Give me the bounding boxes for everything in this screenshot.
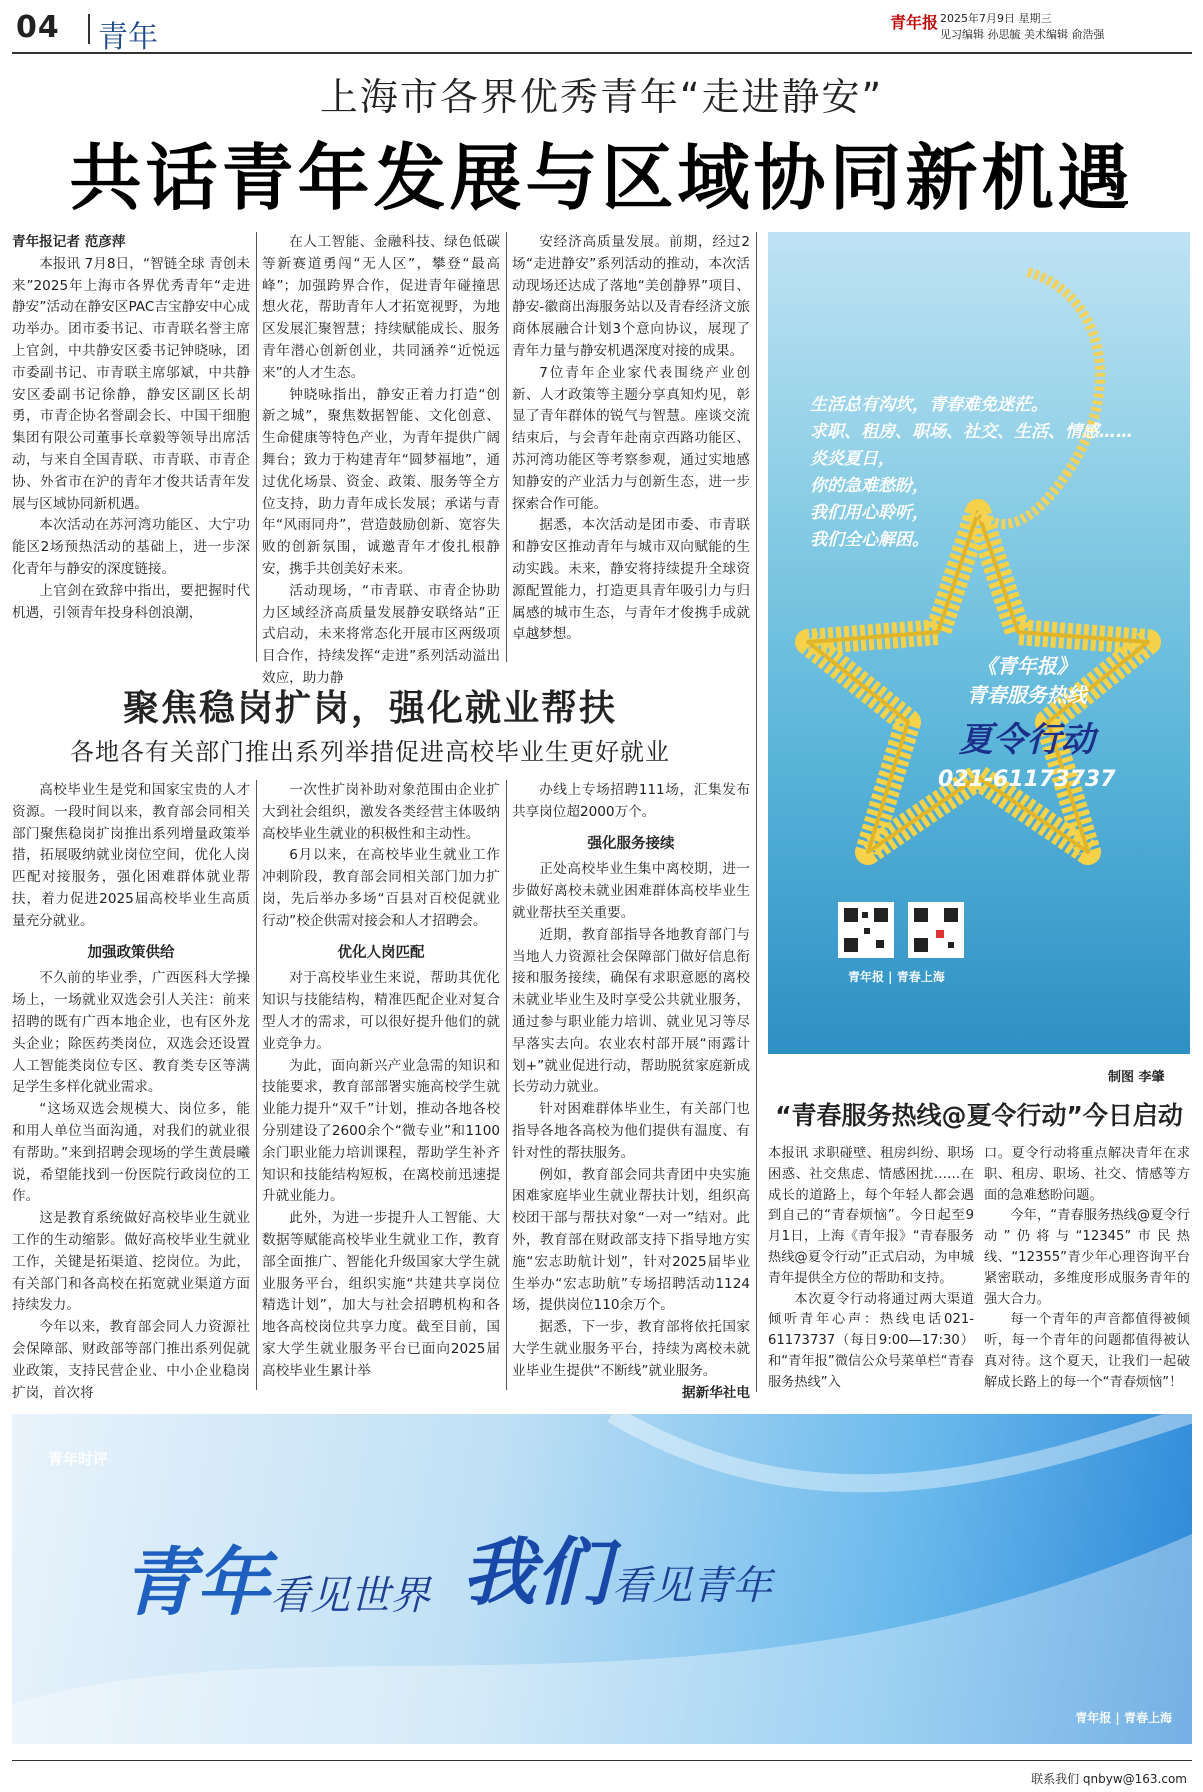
- paragraph: 今年以来，教育部会同人力资源社会保障部、财政部等部门推出系列促就业政策，支持民营企业、中小企业稳岗扩岗，首次将: [12, 1319, 250, 1401]
- paragraph: 7位青年企业家代表围绕产业创新、人才政策等主题分享真知灼见，彰显了青年群体的锐气与智慧。座谈交流结束后，与会青年赴南京西路功能区、苏河湾功能区等考察参观，通过实地感知静安的产业活力与创新生态，进一步探索合作可能。: [512, 364, 750, 512]
- paragraph: 正处高校毕业生集中离校期，进一步做好离校未就业困难群体高校毕业生就业帮扶至关重要。: [512, 861, 750, 921]
- hotline-poster: [768, 232, 1190, 1054]
- poster-line: 生活总有沟坎，青春难免迷茫。: [810, 395, 1048, 415]
- poster-program: 青春服务热线: [966, 683, 1087, 707]
- paragraph: 据悉，本次活动是团市委、市青联和静安区推动青年与城市双向赋能的生动实践。未来，静安将持续提升全球资源配置能力，打造更具青年吸引力与归属感的城市生态，与青年才俊携手成就卓越梦想。: [512, 517, 750, 643]
- paragraph: 高校毕业生是党和国家宝贵的人才资源。一段时间以来，教育部会同相关部门聚焦稳岗扩岗推出系列增量政策举措，拓展吸纳就业岗位空间，优化人岗匹配对接服务，强化困难群体就业帮扶，着力促进2025届高校毕业生高质量充分就业。: [12, 782, 250, 929]
- story2-source: 据新华社电: [682, 1384, 750, 1401]
- banner-slogan-3: 我们: [462, 1530, 610, 1616]
- paragraph: 这是教育系统做好高校毕业生就业工作的生动缩影。做好高校毕业生就业工作，关键是拓渠道、挖岗位。为此，有关部门和各高校在拓宽就业渠道方面持续发力。: [12, 1210, 250, 1314]
- paragraph: 6月以来，在高校毕业生就业工作冲刺阶段，教育部会同相关部门加力扩岗，先后举办多场“百县对百校促就业行动”校企供需对接会和人才招聘会。: [262, 847, 500, 929]
- paragraph: 本次夏令行动将通过两大渠道倾听青年心声：热线电话021-61173737（每日9:00—17:30）和“青年报”微信公众号菜单栏“青春服务热线”入: [768, 1291, 974, 1390]
- footer-rule: [12, 1760, 1192, 1761]
- paragraph: 钟晓咏指出，静安正着力打造“创新之城”，聚焦数据智能、文化创意、生命健康等特色产业，为青年提供广阔舞台；致力于构建青年“圆梦福地”，通过优化场景、资金、政策、服务等全方位支持，助力青年成长发展；承诺与青年“风雨同舟”，营造鼓励创新、宽容失败的创新氛围，诚邀青年才俊扎根静安，携手共创美好未来。: [262, 386, 500, 577]
- poster-line: 我们全心解困。: [810, 530, 929, 550]
- youth-banner: [12, 1414, 1192, 1744]
- poster-title-block: [938, 650, 1116, 792]
- poster-message: [810, 392, 1133, 554]
- paragraph: 近期，教育部指导各地教育部门与当地人力资源社会保障部门做好信息衔接和服务接续，确保有求职意愿的离校未就业毕业生及时享受公共就业服务，通过参与职业能力培训、就业见习等尽早落实去向。农业农村部开展“雨露计划+”就业促进行动，帮助脱贫家庭新成长劳动力就业。: [512, 926, 750, 1096]
- poster-line: 我们用心聆听，: [810, 503, 929, 523]
- qr-code-icon: [908, 902, 964, 958]
- poster-credit: 制图 李肇: [1108, 1070, 1165, 1085]
- column-rule: [756, 232, 757, 1392]
- paragraph: 活动现场，“市青联、市青企协助力区域经济高质量发展静安联络站”正式启动，未来将常态化开展市区两级项目合作，持续发挥“走进”系列活动溢出效应，助力静: [262, 582, 500, 686]
- paragraph: 例如，教育部会同共青团中央实施困难家庭毕业生就业帮扶计划，组织高校团干部与帮扶对象“一对一”结对。此外，教育部在财政部支持下指导地方实施“宏志助航计划”，针对2025届毕业生举办“宏志助航”专场招聘活动1124场，提供岗位110余万个。: [512, 1166, 750, 1314]
- section-heading: 加强政策供给: [87, 944, 175, 961]
- column-rule: [506, 780, 507, 1390]
- paragraph: 安经济高质量发展。前期，经过2场“走进静安”系列活动的推动，本次活动现场还达成了落地“美创静界”项目、静安-徽商出海服务站以及青春经济文旅商体展融合计划3个意向协议，展现了青年力量与静安机遇深度对接的成果。: [512, 234, 750, 359]
- paragraph: 一次性扩岗补助对象范围由企业扩大到社会组织，激发各类经营主体吸纳高校毕业生就业的积极性和主动性。: [262, 782, 500, 842]
- lead-headline: 共话青年发展与区域协同新机遇: [69, 136, 1134, 220]
- banner-slogan-1: 青年: [122, 1540, 270, 1626]
- column-rule: [256, 780, 257, 1390]
- contact-line: 联系我们 qnbyw@163.com: [1031, 1772, 1187, 1786]
- paragraph: 上官剑在致辞中指出，要把握时代机遇，引领青年投身科创浪潮，: [12, 582, 250, 621]
- poster-campaign: 夏令行动: [958, 720, 1095, 760]
- paragraph: 不久前的毕业季，广西医科大学操场上，一场就业双选会引人关注：前来招聘的既有广西本地企业，也有区外龙头企业；除医药类岗位，双选会还设置人工智能类岗位专区、教育类专区等满足学生多样化就业需求。: [12, 970, 250, 1096]
- qr-code-icon: [838, 902, 894, 958]
- paragraph: 为此，面向新兴产业急需的知识和技能要求，教育部部署实施高校学生就业能力提升“双千”计划，推动各地各校分别建设了2600余个“微专业”和1100余门职业能力培训课程，帮助学生补齐知识和技能结构短板，在离校前迅速提升就业能力。: [262, 1057, 500, 1205]
- section-heading: 强化服务接续: [587, 835, 675, 852]
- banner-slogan-2: 看见世界: [270, 1573, 430, 1619]
- poster-line: 求职、租房、职场、社交、生活、情感……: [810, 422, 1133, 442]
- paragraph: 针对困难群体毕业生，有关部门也指导各地各高校为他们提供有温度、有针对性的帮扶服务。: [512, 1101, 750, 1161]
- lead-byline: 青年报记者 范彦萍: [12, 234, 126, 250]
- page-header: [12, 8, 1192, 54]
- poster-phone: 021-61173737: [938, 767, 1116, 792]
- paragraph: 对于高校毕业生来说，帮助其优化知识与技能结构，精准匹配企业对复合型人才的需求，可以很好提升他们的就业竞争力。: [262, 970, 500, 1052]
- poster-logos: 青年报 | 青春上海: [848, 970, 945, 984]
- paragraph: 在人工智能、金融科技、绿色低碳等新赛道勇闯“无人区”，攀登“最高峰”；加强跨界合作，促进青年碰撞思想火花，帮助青年人才拓宽视野，为地区发展汇聚智慧；持续赋能成长、服务青年潜心创新创业，共同涵养“近悦远来”的人才生态。: [262, 234, 500, 381]
- story2-column-2: [262, 780, 500, 1383]
- story2-subtitle: 各地各有关部门推出系列举措促进高校毕业生更好就业: [70, 738, 670, 766]
- paragraph: 口。夏令行动将重点解决青年在求职、租房、职场、社交、情感等方面的急难愁盼问题。: [984, 1146, 1190, 1203]
- poster-brand: 《青年报》: [976, 654, 1077, 678]
- issue-date: 2025年7月9日 星期三: [940, 12, 1052, 25]
- lead-column-3: [512, 232, 750, 646]
- hotline-column-1: [768, 1144, 974, 1394]
- story2-column-3: [512, 780, 750, 1404]
- poster-line: 炎炎夏日，: [810, 449, 895, 469]
- header-divider: [88, 14, 90, 44]
- paragraph: 本报讯 求职碰壁、租房纠纷、职场困惑、社交焦虑、情感困扰……在成长的道路上，每个年轻人都会遇到自己的“青春烦恼”。今日起至9月1日，上海《青年报》“青春服务热线@夏令行动”正式启动，为申城青年提供全方位的帮助和支持。: [768, 1146, 974, 1286]
- paragraph: 每一个青年的声音都值得被倾听，每一个青年的问题都值得被认真对待。这个夏天，让我们一起破解成长路上的每一个“青春烦恼”！: [984, 1312, 1190, 1390]
- lead-column-2: [262, 232, 500, 690]
- lead-column-1: [12, 232, 250, 624]
- section-name: 青年: [98, 20, 158, 55]
- page-number: 04: [16, 10, 60, 45]
- star-cord-illustration: [768, 232, 1190, 1054]
- story2-column-1: [12, 780, 250, 1404]
- section-heading: 优化人岗匹配: [337, 944, 425, 961]
- column-rule: [506, 232, 507, 662]
- paragraph: “这场双选会规模大、岗位多，能和用人单位当面沟通，对我们的就业很有帮助。”来到招聘会现场的学生黄晨曦说，希望能找到一份医院行政岗位的工作。: [12, 1101, 250, 1205]
- paragraph: 今年，“青春服务热线@夏令行动”仍将与“12345”市民热线、“12355”青少年心理咨询平台紧密联动，多维度形成服务青年的强大合力。: [984, 1208, 1190, 1307]
- banner-column-label: 青年时评: [48, 1450, 109, 1468]
- hotline-column-2: [984, 1144, 1190, 1394]
- banner-slogan-4: 看见青年: [612, 1563, 772, 1609]
- paragraph: 办线上专场招聘111场，汇集发布共享岗位超2000万个。: [512, 782, 750, 820]
- paragraph: 本报讯 7月8日，“智链全球 青创未来”2025年上海市各界优秀青年“走进静安”活动在静安区PAC吉宝静安中心成功举办。团市委书记、市青联名誉主席上官剑，中共静安区委书记钟晓咏，团市委副书记、市青联主席邬斌，中共静安区委副书记徐静，静安区副区长胡勇，市青企协名誉副会长、中国干细胞集团有限公司董事长章毅等领导出席活动，与来自全国青联、市青联、市青企协、外省市在沪的青年才俊共话青年发展与区域协同新机遇。: [12, 255, 250, 512]
- masthead-logo: 青年报: [890, 13, 939, 32]
- banner-logos: 青年报 | 青春上海: [1075, 1711, 1172, 1725]
- story2-title: 聚焦稳岗扩岗，强化就业帮扶: [122, 688, 617, 729]
- paragraph: 此外，为进一步提升人工智能、大数据等赋能高校毕业生就业工作，教育部全面推广、智能化升级国家大学生就业服务平台，组织实施“共建共享岗位精选计划”，加大与社会招聘机构和各地各高校岗位共享力度。截至目前，国家大学生就业服务平台已面向2025届高校毕业生累计举: [262, 1210, 500, 1379]
- paragraph: 本次活动在苏河湾功能区、大宁功能区2场预热活动的基础上，进一步深化青年与静安的深度链接。: [12, 517, 250, 577]
- lead-kicker: 上海市各界优秀青年“走进静安”: [319, 75, 884, 119]
- hotline-title: “青春服务热线@夏令行动”今日启动: [775, 1101, 1183, 1130]
- poster-line: 你的急难愁盼，: [810, 476, 929, 496]
- editors-line: 见习编辑 孙思毓 美术编辑 俞浩强: [940, 28, 1105, 41]
- paragraph: 据悉，下一步，教育部将依托国家大学生就业服务平台，持续为离校未就业毕业生提供“不断线”就业服务。: [512, 1319, 750, 1379]
- column-rule: [256, 232, 257, 662]
